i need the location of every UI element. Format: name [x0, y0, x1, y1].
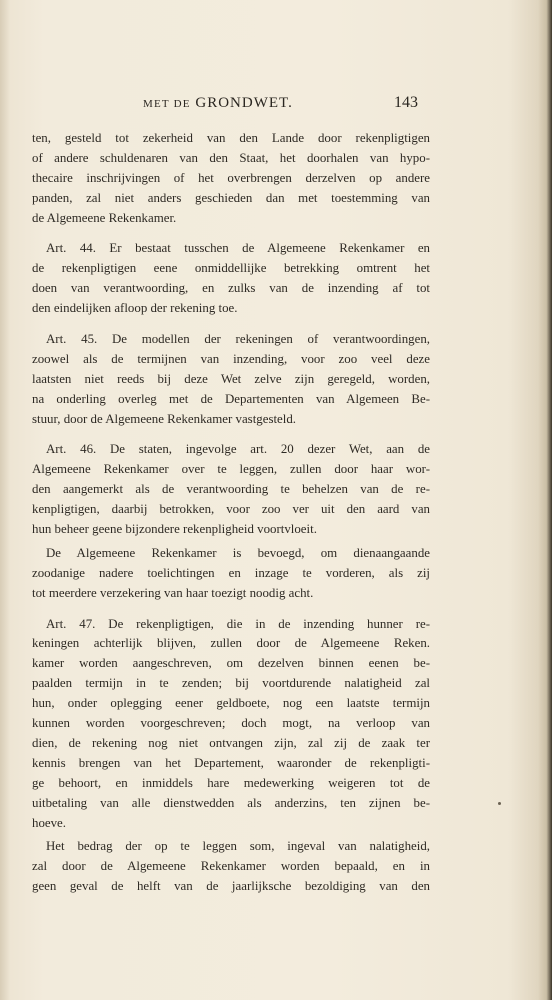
text-line: zal door de Algemeene Rekenkamer worden bepaald, en in [32, 859, 430, 874]
text-line: ten, gesteld tot zekerheid van den Lande door rekenpligtigen [32, 131, 430, 145]
text-line: stuur, door de Algemeene Rekenkamer vastgesteld. [32, 411, 297, 426]
text-line: dien, de rekening nog niet ontvangen zijn, zal zij de zaak ter [32, 735, 430, 750]
page-number: 143 [394, 94, 418, 111]
ink-speck [498, 802, 501, 805]
article-44 [32, 239, 430, 319]
text-line: kunnen worden voorgeschreven; doch mogt, na verloop van [32, 716, 430, 731]
text-line: panden, zal niet anders geschieden dan met toestemming van [32, 190, 430, 205]
text-line: Art. 46. De staten, ingevolge art. 20 dezer Wet, aan de [46, 442, 430, 457]
article-45 [32, 330, 430, 429]
text-line: paalden termijn in te zenden; bij voortdurende nalatigheid zal [32, 676, 430, 691]
article-47 [32, 615, 430, 834]
running-head [0, 95, 552, 117]
text-line: na onderling overleg met de Departementen van Algemeen Be- [32, 391, 430, 406]
text-line: keningen achterlijk blijven, zullen door de Algemeene Reken. [32, 636, 430, 651]
text-line: den eindelijken afloop der rekening toe. [32, 301, 238, 316]
text-line: kennis brengen van het Departement, waaronder de rekenpligti- [32, 755, 430, 770]
text-line: laatsten niet reeds bij deze Wet zelve zijn geregeld, worden, [32, 371, 430, 386]
text-line: hun beheer geene bijzondere rekenpligheid voortvloeit. [32, 522, 317, 537]
text-line: of andere schuldenaren van den Staat, het doorhalen van hypo- [32, 150, 430, 165]
text-line: Art. 45. De modellen der rekeningen of verantwoordingen, [46, 332, 430, 347]
text-line: geen geval de helft van de jaarlijksche bezoldiging van den [32, 879, 430, 894]
text-line: tot meerdere verzekering van haar toezigt noodig acht. [32, 585, 314, 600]
text-line: doen van verantwoording, en zulks van de inzending af tot [32, 281, 430, 296]
text-line: den aangemerkt als de verantwoording te behelzen van de re- [32, 482, 430, 497]
text-line: kamer worden aangeschreven, om dezelven binnen eenen be- [32, 656, 430, 671]
article-46 [32, 440, 430, 539]
text-line: zoodanige nadere toelichtingen en inzage te vorderen, als zij [32, 565, 430, 580]
text-line: zoowel als de termijnen van inzending, voor zoo veel deze [32, 351, 430, 366]
text-line: de Algemeene Rekenkamer. [32, 210, 177, 225]
text-line: Algemeene Rekenkamer over te leggen, zullen door haar wor- [32, 462, 430, 477]
text-line: De Algemeene Rekenkamer is bevoegd, om dienaangaande [46, 545, 430, 560]
article-46-continuation [32, 544, 430, 604]
running-title [143, 95, 293, 112]
text-line: hoeve. [32, 815, 67, 830]
running-title-small: MET DE [143, 98, 191, 110]
text-line: Art. 44. Er bestaat tusschen de Algemeene Rekenkamer en [46, 241, 430, 256]
text-line: Art. 47. De rekenpligtigen, die in de inzending hunner re- [46, 616, 430, 631]
text-line: thecaire inschrijvingen of het overbrengen derzelven op andere [32, 170, 430, 185]
text-line: uitbetaling van alle dienstwedden als anderzins, ten zijnen be- [32, 795, 430, 810]
article-47-continuation [32, 837, 430, 897]
page-edge [538, 0, 552, 1000]
page-gutter-shadow [0, 0, 10, 1000]
text-line: kenpligtigen, daarbij betrokken, voor zoo ver uit den aard van [32, 502, 430, 517]
text-line: de rekenpligtigen eene onmiddellijke betrekking omtrent het [32, 261, 430, 276]
text-line: Het bedrag der op te leggen som, ingeval van nalatigheid, [46, 839, 430, 854]
running-title-main: GRONDWET. [195, 95, 293, 111]
paragraph-continuation [32, 129, 430, 228]
body-text [32, 129, 430, 897]
text-line: hun, onder oplegging eener geldboete, nog een laatste termijn [32, 696, 430, 711]
text-line: ge behoort, en inmiddels hare medewerking weigeren tot de [32, 775, 430, 790]
